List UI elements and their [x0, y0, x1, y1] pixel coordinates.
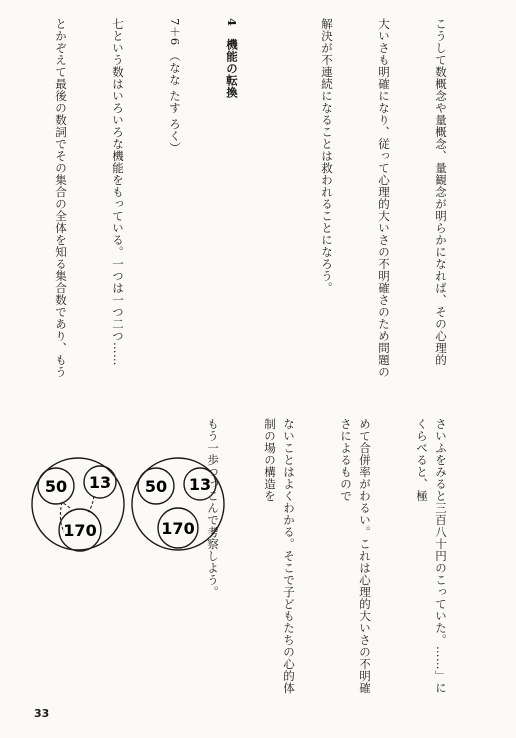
section-heading: 4 機能の転換	[225, 18, 239, 99]
text-line: 大いさも明確になり、従って心理的大いさの不明確さのため問題の	[377, 18, 391, 378]
text-line: こうして数概念や量概念、量観念が明らかになれば、その心理的	[434, 18, 448, 366]
text-line: さいふをみると三百八十円のこっていた。……」にくらべると、極	[415, 418, 448, 694]
circle-label-13: 13	[188, 475, 212, 494]
circle-label-50: 50	[144, 477, 168, 496]
text-line: 解決が不連続になることは救われることになろう。	[320, 18, 334, 294]
text-line: ないことはよくわかる。そこで子どもたちの心的体制の場の構造を	[263, 418, 296, 694]
text-line: とかぞえて最後の数詞でその集合の全体を知る集合数であり、もう	[54, 18, 68, 378]
subheading: 7＋6 （なな たす ろく）	[168, 18, 182, 155]
bottom-text-block	[186, 418, 488, 702]
vector-diagram	[28, 428, 228, 588]
top-text-block	[23, 18, 488, 420]
circle-label-50: 50	[44, 477, 68, 496]
circle-label-170: 170	[161, 519, 195, 538]
page-number: 33	[34, 707, 50, 720]
left-diagram	[32, 458, 124, 551]
text-line: もう一歩つっこんで考察しよう。	[206, 418, 220, 598]
text-line: めて合併率がわるい。これは心理的大いさの不明確さによるもので	[339, 418, 372, 694]
dashed-arrow-13-to-170	[88, 496, 94, 512]
right-diagram	[132, 458, 224, 550]
circle-label-13: 13	[88, 473, 112, 492]
circle-label-170: 170	[63, 521, 97, 540]
text-line: 七という数はいろいろな機能をもっている。一つは一つ二つ……	[111, 18, 125, 366]
